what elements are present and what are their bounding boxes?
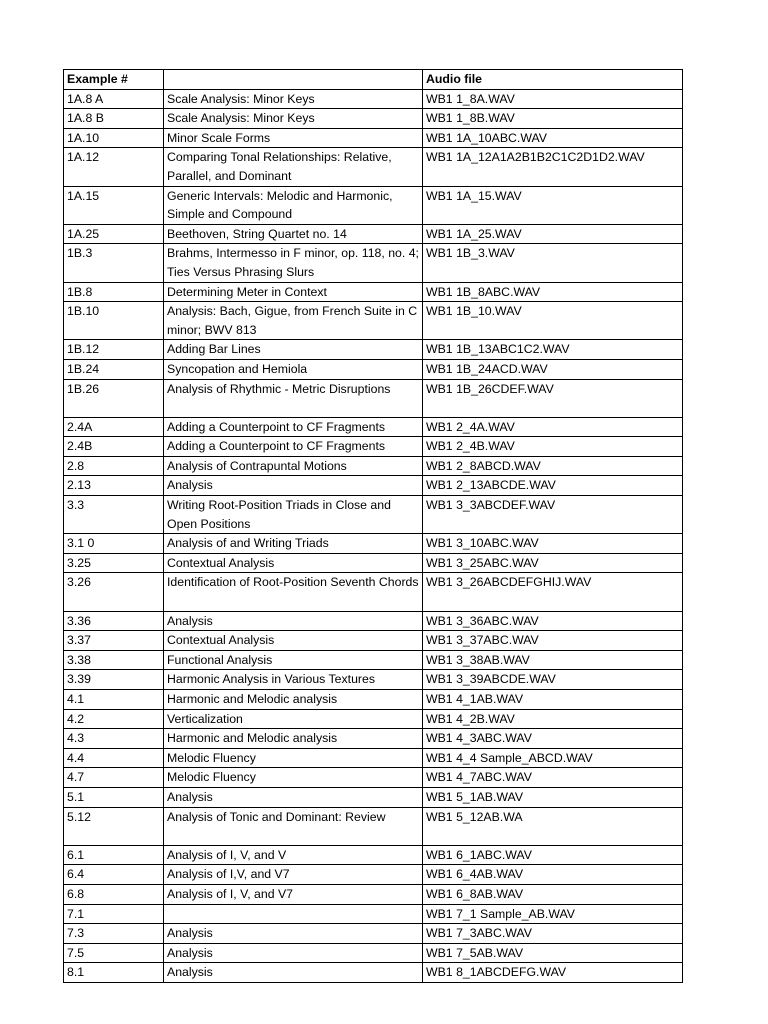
audio-file-cell: WB1 1_8A.WAV <box>423 89 683 109</box>
title-cell: Syncopation and Hemiola <box>164 359 423 379</box>
title-cell: Analysis of I, V, and V <box>164 845 423 865</box>
table-row <box>64 302 683 340</box>
audio-file-cell: WB1 1B_10.WAV <box>423 302 683 340</box>
example-number-cell: 4.4 <box>64 748 164 768</box>
table-row <box>64 379 683 417</box>
example-number-cell: 3.39 <box>64 670 164 690</box>
audio-file-cell: WB1 1B_3.WAV <box>423 244 683 282</box>
example-number-cell: 2.13 <box>64 476 164 496</box>
title-cell: Analysis of Tonic and Dominant: Review <box>164 807 423 845</box>
title-cell: Analysis of and Writing Triads <box>164 534 423 554</box>
example-number-cell: 2.4B <box>64 437 164 457</box>
column-header-audio-file: Audio file <box>423 70 683 90</box>
audio-file-cell: WB1 4_7ABC.WAV <box>423 768 683 788</box>
title-cell: Generic Intervals: Melodic and Harmonic, Simple and Compound <box>164 186 423 224</box>
table-row <box>64 359 683 379</box>
table-row <box>64 924 683 944</box>
example-number-cell: 6.8 <box>64 884 164 904</box>
example-number-cell: 1A.10 <box>64 128 164 148</box>
title-cell: Identification of Root-Position Seventh Chords <box>164 573 423 611</box>
audio-file-cell: WB1 3_37ABC.WAV <box>423 631 683 651</box>
audio-file-cell: WB1 1B_24ACD.WAV <box>423 359 683 379</box>
title-cell: Brahms, Intermesso in F minor, op. 118, no. 4; Ties Versus Phrasing Slurs <box>164 244 423 282</box>
audio-file-cell: WB1 7_1 Sample_AB.WAV <box>423 904 683 924</box>
example-number-cell: 6.4 <box>64 865 164 885</box>
table-row <box>64 553 683 573</box>
title-cell: Determining Meter in Context <box>164 282 423 302</box>
table-row <box>64 224 683 244</box>
table-row <box>64 865 683 885</box>
title-cell: Melodic Fluency <box>164 748 423 768</box>
title-cell: Analysis of I,V, and V7 <box>164 865 423 885</box>
title-cell: Scale Analysis: Minor Keys <box>164 109 423 129</box>
audio-file-cell: WB1 2_4A.WAV <box>423 417 683 437</box>
audio-file-cell: WB1 4_3ABC.WAV <box>423 729 683 749</box>
table-row <box>64 282 683 302</box>
table-row <box>64 943 683 963</box>
title-cell: Analysis <box>164 611 423 631</box>
title-cell: Minor Scale Forms <box>164 128 423 148</box>
table-row <box>64 690 683 710</box>
title-cell: Analysis <box>164 476 423 496</box>
example-number-cell: 3.38 <box>64 650 164 670</box>
example-number-cell: 1B.12 <box>64 340 164 360</box>
title-cell: Analysis: Bach, Gigue, from French Suite in C minor; BWV 813 <box>164 302 423 340</box>
example-number-cell: 3.1 0 <box>64 534 164 554</box>
audio-file-cell: WB1 4_4 Sample_ABCD.WAV <box>423 748 683 768</box>
title-cell: Analysis <box>164 943 423 963</box>
example-number-cell: 4.2 <box>64 709 164 729</box>
example-number-cell: 1A.25 <box>64 224 164 244</box>
title-cell <box>164 904 423 924</box>
audio-file-cell: WB1 3_38AB.WAV <box>423 650 683 670</box>
example-number-cell: 7.5 <box>64 943 164 963</box>
table-row <box>64 128 683 148</box>
example-number-cell: 3.25 <box>64 553 164 573</box>
column-header-title <box>164 70 423 90</box>
table-row <box>64 476 683 496</box>
audio-file-cell: WB1 6_4AB.WAV <box>423 865 683 885</box>
audio-file-cell: WB1 3_25ABC.WAV <box>423 553 683 573</box>
example-number-cell: 4.7 <box>64 768 164 788</box>
example-number-cell: 1A.12 <box>64 148 164 186</box>
example-number-cell: 7.1 <box>64 904 164 924</box>
audio-file-cell: WB1 4_1AB.WAV <box>423 690 683 710</box>
example-number-cell: 2.8 <box>64 456 164 476</box>
example-number-cell: 5.12 <box>64 807 164 845</box>
title-cell: Analysis of Rhythmic - Metric Disruptions <box>164 379 423 417</box>
audio-file-cell: WB1 1B_13ABC1C2.WAV <box>423 340 683 360</box>
audio-file-cell: WB1 1B_26CDEF.WAV <box>423 379 683 417</box>
audio-file-cell: WB1 2_13ABCDE.WAV <box>423 476 683 496</box>
audio-file-cell: WB1 4_2B.WAV <box>423 709 683 729</box>
example-number-cell: 3.26 <box>64 573 164 611</box>
example-number-cell: 5.1 <box>64 787 164 807</box>
table-row <box>64 186 683 224</box>
header-row <box>64 70 683 90</box>
table-row <box>64 709 683 729</box>
example-number-cell: 1A.8 B <box>64 109 164 129</box>
table-row <box>64 845 683 865</box>
table-row <box>64 884 683 904</box>
example-number-cell: 2.4A <box>64 417 164 437</box>
table-row <box>64 437 683 457</box>
audio-file-cell: WB1 1A_25.WAV <box>423 224 683 244</box>
title-cell: Harmonic Analysis in Various Textures <box>164 670 423 690</box>
title-cell: Comparing Tonal Relationships: Relative, Parallel, and Dominant <box>164 148 423 186</box>
table-row <box>64 768 683 788</box>
title-cell: Contextual Analysis <box>164 631 423 651</box>
table-row <box>64 963 683 983</box>
table-row <box>64 631 683 651</box>
example-number-cell: 3.37 <box>64 631 164 651</box>
audio-file-cell: WB1 1_8B.WAV <box>423 109 683 129</box>
table-row <box>64 417 683 437</box>
example-number-cell: 1A.8 A <box>64 89 164 109</box>
table-row <box>64 456 683 476</box>
table-row <box>64 534 683 554</box>
title-cell: Adding a Counterpoint to CF Fragments <box>164 437 423 457</box>
table-row <box>64 650 683 670</box>
table-row <box>64 109 683 129</box>
title-cell: Melodic Fluency <box>164 768 423 788</box>
audio-file-cell: WB1 6_8AB.WAV <box>423 884 683 904</box>
title-cell: Analysis of Contrapuntal Motions <box>164 456 423 476</box>
audio-file-cell: WB1 3_10ABC.WAV <box>423 534 683 554</box>
table-row <box>64 148 683 186</box>
title-cell: Verticalization <box>164 709 423 729</box>
example-number-cell: 4.3 <box>64 729 164 749</box>
audio-file-cell: WB1 6_1ABC.WAV <box>423 845 683 865</box>
example-number-cell: 1B.10 <box>64 302 164 340</box>
title-cell: Analysis <box>164 787 423 807</box>
table-row <box>64 573 683 611</box>
example-number-cell: 3.3 <box>64 496 164 534</box>
table-row <box>64 904 683 924</box>
audio-file-cell: WB1 2_4B.WAV <box>423 437 683 457</box>
table-row <box>64 670 683 690</box>
table-row <box>64 748 683 768</box>
table-row <box>64 787 683 807</box>
audio-file-table <box>63 69 683 983</box>
title-cell: Harmonic and Melodic analysis <box>164 690 423 710</box>
audio-file-cell: WB1 5_12AB.WA <box>423 807 683 845</box>
example-number-cell: 1B.26 <box>64 379 164 417</box>
audio-file-cell: WB1 2_8ABCD.WAV <box>423 456 683 476</box>
table-row <box>64 244 683 282</box>
audio-file-cell: WB1 1B_8ABC.WAV <box>423 282 683 302</box>
title-cell: Contextual Analysis <box>164 553 423 573</box>
table-row <box>64 611 683 631</box>
title-cell: Functional Analysis <box>164 650 423 670</box>
title-cell: Analysis <box>164 963 423 983</box>
example-number-cell: 1A.15 <box>64 186 164 224</box>
audio-file-cell: WB1 3_36ABC.WAV <box>423 611 683 631</box>
example-number-cell: 4.1 <box>64 690 164 710</box>
title-cell: Analysis of I, V, and V7 <box>164 884 423 904</box>
audio-file-cell: WB1 5_1AB.WAV <box>423 787 683 807</box>
audio-file-cell: WB1 7_3ABC.WAV <box>423 924 683 944</box>
table-row <box>64 496 683 534</box>
title-cell: Scale Analysis: Minor Keys <box>164 89 423 109</box>
audio-file-cell: WB1 3_3ABCDEF.WAV <box>423 496 683 534</box>
title-cell: Beethoven, String Quartet no. 14 <box>164 224 423 244</box>
column-header-example: Example # <box>64 70 164 90</box>
title-cell: Analysis <box>164 924 423 944</box>
title-cell: Adding a Counterpoint to CF Fragments <box>164 417 423 437</box>
audio-file-cell: WB1 8_1ABCDEFG.WAV <box>423 963 683 983</box>
audio-file-cell: WB1 3_39ABCDE.WAV <box>423 670 683 690</box>
table-row <box>64 729 683 749</box>
table-row <box>64 340 683 360</box>
example-number-cell: 8.1 <box>64 963 164 983</box>
example-number-cell: 1B.3 <box>64 244 164 282</box>
example-number-cell: 3.36 <box>64 611 164 631</box>
audio-file-cell: WB1 7_5AB.WAV <box>423 943 683 963</box>
example-number-cell: 1B.8 <box>64 282 164 302</box>
audio-file-cell: WB1 3_26ABCDEFGHIJ.WAV <box>423 573 683 611</box>
table-body <box>64 89 683 982</box>
example-number-cell: 7.3 <box>64 924 164 944</box>
example-number-cell: 6.1 <box>64 845 164 865</box>
title-cell: Harmonic and Melodic analysis <box>164 729 423 749</box>
audio-file-cell: WB1 1A_10ABC.WAV <box>423 128 683 148</box>
title-cell: Adding Bar Lines <box>164 340 423 360</box>
table-row <box>64 807 683 845</box>
audio-file-cell: WB1 1A_12A1A2B1B2C1C2D1D2.WAV <box>423 148 683 186</box>
title-cell: Writing Root-Position Triads in Close and Open Positions <box>164 496 423 534</box>
example-number-cell: 1B.24 <box>64 359 164 379</box>
table-row <box>64 89 683 109</box>
audio-file-cell: WB1 1A_15.WAV <box>423 186 683 224</box>
